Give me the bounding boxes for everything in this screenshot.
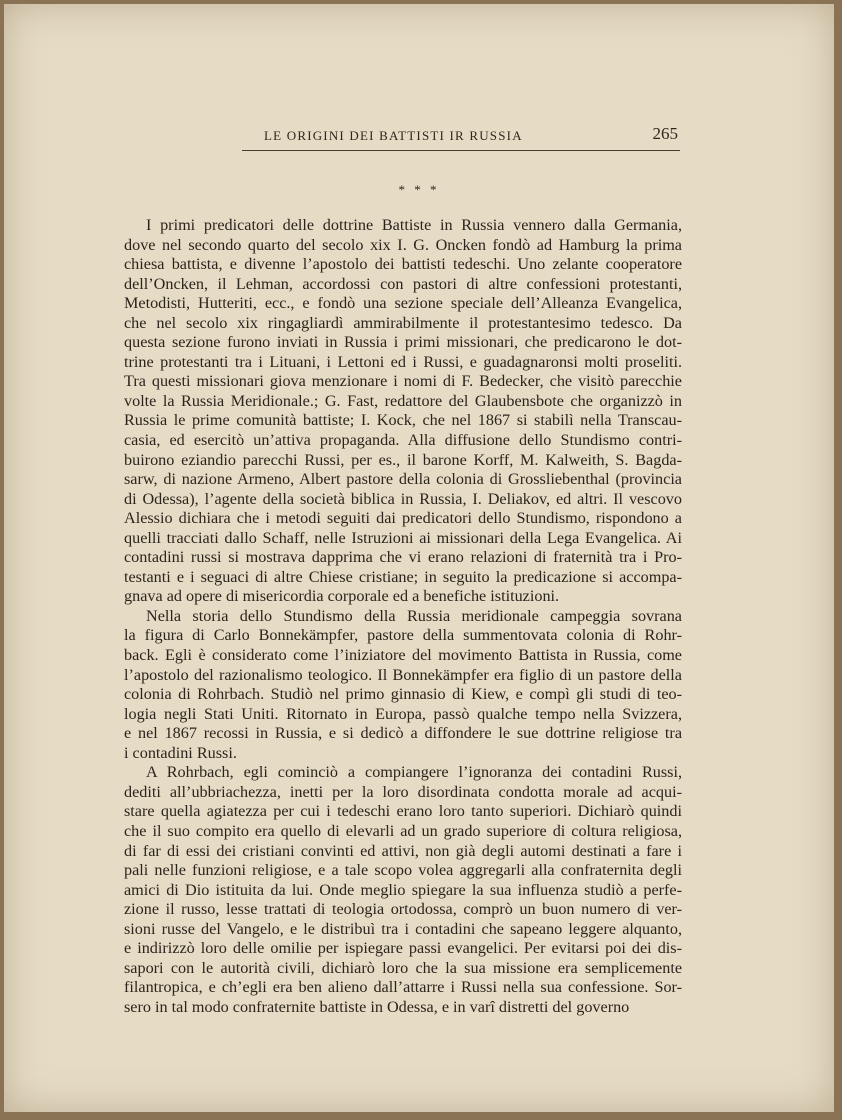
text-line: A Rohrbach, egli cominciò a compiangere l’ignoranza dei contadini Russi, bbox=[146, 763, 682, 782]
text-line: zione il russo, lesse trattati di teologia ortodossa, comprò un buon numero di ver- bbox=[124, 900, 682, 919]
body-text bbox=[124, 216, 682, 1017]
page-number: 265 bbox=[652, 124, 678, 143]
text-line: casia, ed esercitò un’attiva propaganda. Alla diffusione dello Stundismo contri- bbox=[124, 431, 682, 450]
text-line: I primi predicatori delle dottrine Battiste in Russia vennero dalla Germania, bbox=[146, 216, 682, 234]
text-line: dediti all’ubbriachezza, inetti per la loro disordinata condotta morale ad acqui- bbox=[124, 782, 682, 801]
text-line: sarw, di nazione Armeno, Albert pastore della colonia di Grossliebenthal (provincia bbox=[124, 470, 682, 489]
text-line: back. Egli è considerato come l’iniziatore del movimento Battista in Russia, come bbox=[124, 646, 682, 665]
text-line: Alessio dichiara che i metodi seguiti dai predicatori dello Stundismo, rispondono a bbox=[124, 509, 682, 528]
text-line: e nel 1867 recossi in Russia, e si dedicò a diffondere le sue dottrine religiose tra bbox=[124, 724, 682, 743]
text-line: gnava ad opere di misericordia corporale ed a benefiche istituzioni. bbox=[124, 587, 560, 606]
text-line: Russia le prime comunità battiste; I. Kock, che nel 1867 si stabilì nella Transcau- bbox=[124, 411, 682, 430]
text-line: che il suo compito era quello di elevarli ad un grado superiore di coltura religiosa, bbox=[124, 821, 682, 840]
text-line: colonia di Rohrbach. Studiò nel primo ginnasio di Kiew, e compì gli studi di teo- bbox=[124, 685, 682, 704]
text-line: stare quella agiatezza per cui i tedeschi erano loro tanto superiori. Dichiarò quindi bbox=[124, 802, 682, 821]
text-line: trine protestanti tra i Lituani, i Lettoni ed i Russi, e guadagnaronsi molti proseliti. bbox=[124, 352, 682, 371]
text-line: di Odessa), l’agente della società biblica in Russia, I. Deliakov, ed altri. Il vescovo bbox=[124, 489, 682, 508]
text-line: contadini russi si mostrava dapprima che vi erano relazioni di fraternità tra i Pro- bbox=[124, 548, 682, 567]
text-line: buirono eziandio parecchi Russi, per es., il barone Korff, M. Kalweith, S. Bagda- bbox=[124, 450, 682, 469]
text-line: sapori con le autorità civili, dichiarò loro che la sua missione era semplicemente bbox=[124, 958, 682, 977]
book-page bbox=[4, 4, 834, 1112]
paragraph bbox=[124, 763, 682, 1017]
text-line: logia negli Stati Uniti. Ritornato in Europa, passò qualche tempo nella Svizzera, bbox=[124, 704, 682, 723]
text-line: sero in tal modo confraternite battiste in Odessa, e in varî distretti del governo bbox=[124, 997, 630, 1016]
text-line: Metodisti, Hutteriti, ecc., e fondò una sezione speciale dell’Alleanza Evangelica, bbox=[124, 294, 682, 313]
text-line: volte la Russia Meridionale.; G. Fast, redattore del Glaubensbote che organizzò in bbox=[124, 391, 682, 410]
section-separator: * * * bbox=[398, 182, 440, 197]
text-line: questa sezione furono inviati in Russia i primi missionari, che predicarono le dot- bbox=[124, 333, 682, 352]
text-line: Nella storia dello Stundismo della Russia meridionale campeggia sovrana bbox=[146, 606, 682, 625]
paragraph bbox=[124, 216, 682, 607]
text-line: dell’Oncken, il Lehman, accordossi con pastori di altre confessioni protestanti, bbox=[124, 274, 682, 293]
text-line: testanti e i seguaci di altre Chiese cristiane; in seguito la predicazione si accompa- bbox=[124, 567, 682, 586]
text-line: amici di Dio istituita da lui. Onde meglio spiegare la sua influenza studiò a perfe- bbox=[124, 880, 682, 899]
text-line: Tra questi missionari giova menzionare i nomi di F. Bedecker, che visitò parecchie bbox=[124, 372, 682, 391]
running-title: LE ORIGINI DEI BATTISTI IR RUSSIA bbox=[264, 128, 523, 143]
running-header bbox=[242, 124, 680, 151]
text-line: la figura di Carlo Bonnekämpfer, pastore della summentovata colonia di Rohr- bbox=[124, 626, 682, 645]
text-line: i contadini Russi. bbox=[124, 743, 237, 762]
text-line: dove nel secondo quarto del secolo xix I. G. Oncken fondò ad Hamburg la prima bbox=[124, 235, 682, 254]
text-line: e indirizzò loro delle omilie per ispiegare passi evangelici. Per evitarsi poi dei dis- bbox=[124, 939, 682, 958]
text-line: chiesa battista, e divenne l’apostolo dei battisti tedeschi. Uno zelante cooperatore bbox=[124, 255, 682, 274]
text-line: sioni russe del Vangelo, e le distribuì tra i contadini che sapeano leggere alquanto, bbox=[124, 919, 682, 938]
text-line: di far di essi dei cristiani convinti ed attivi, non già degli automi destinati a fare i bbox=[124, 841, 682, 860]
text-line: quelli tracciati dallo Schaff, nelle Istruzioni ai missionari della Lega Evangelica. Ai bbox=[124, 528, 682, 547]
text-line: pali nelle funzioni religiose, e a tale scopo volea aggregarli alla confraternita degli bbox=[124, 861, 682, 880]
text-line: l’apostolo del razionalismo teologico. Il Bonnekämpfer era figlio di un pastore della bbox=[124, 665, 682, 684]
paragraph bbox=[124, 607, 682, 763]
text-line: filantropica, e ch’egli era ben alieno dall’attarre i Russi nella sua confessione. Sor- bbox=[124, 978, 682, 997]
text-line: che nel secolo xix ringagliardì ammirabilmente il protestantesimo tedesco. Da bbox=[124, 313, 682, 332]
